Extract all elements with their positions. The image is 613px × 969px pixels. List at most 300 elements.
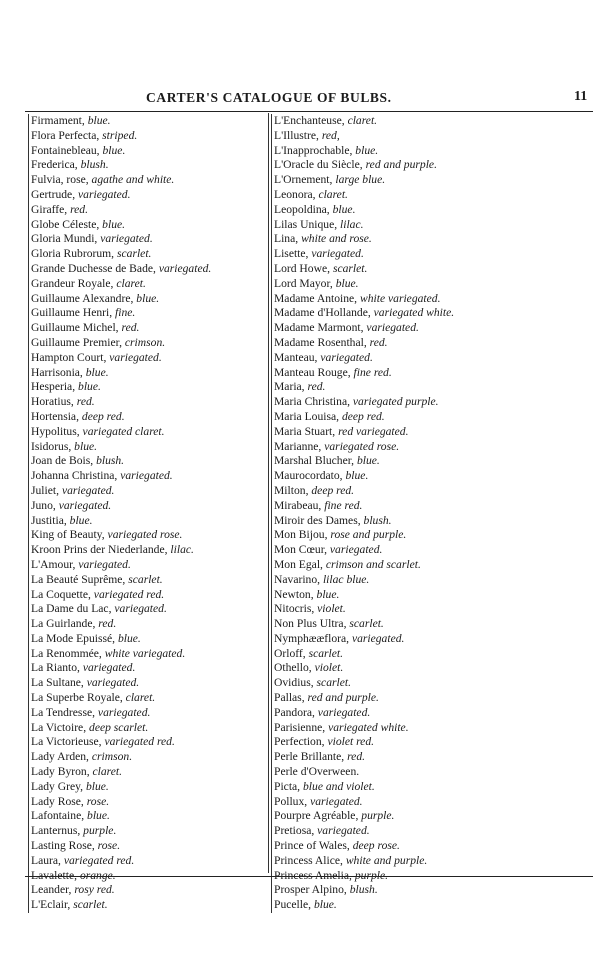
catalogue-entry [274,809,599,824]
catalogue-entry [274,558,599,573]
catalogue-entry [31,321,269,336]
variety-name: Gloria Mundi, [31,232,98,246]
column-divider [268,113,269,873]
variety-description: fine. [115,306,136,320]
catalogue-entry [274,898,599,913]
catalogue-entry [274,203,599,218]
variety-description: blush. [363,513,392,527]
catalogue-entry [274,425,599,440]
catalogue-entry [31,809,269,824]
variety-name: Parisienne, [274,720,326,734]
catalogue-entry [31,721,269,736]
catalogue-entry [274,336,599,351]
catalogue-entry [274,735,599,750]
catalogue-entry [31,558,269,573]
catalogue-entry [31,706,269,721]
variety-name: Guillaume Henri, [31,306,113,320]
variety-name: La Guirlande, [31,617,96,631]
catalogue-entry [274,173,599,188]
variety-name: Madame Marmont, [274,321,364,335]
variety-description: scarlet. [316,676,351,690]
variety-name: Hesperia, [31,380,76,394]
catalogue-entry [274,514,599,529]
variety-name: Nitocris, [274,602,315,616]
variety-description: purple. [83,824,117,838]
variety-description: blue. [74,439,98,453]
catalogue-entry [274,765,599,780]
variety-name: Ovidius, [274,676,314,690]
catalogue-entry [31,647,269,662]
catalogue-entry [31,306,269,321]
right-column-list [271,114,599,913]
variety-description: white and rose. [301,232,372,246]
variety-description: deep red. [311,483,355,497]
variety-name: Globe Céleste, [31,217,100,231]
variety-description: blush. [96,454,125,468]
variety-description: blue. [313,898,337,912]
variety-description: crimson. [91,750,133,764]
variety-name: Justitia, [31,513,67,527]
variety-description: claret. [318,187,348,201]
variety-name: Pollux, [274,794,308,808]
catalogue-entry [31,114,269,129]
variety-name: King of Beauty, [31,528,105,542]
variety-description: lilac. [340,217,364,231]
variety-description: variegated. [109,350,162,364]
header-rule [25,111,593,112]
variety-description: variegated. [114,602,167,616]
variety-name: Marianne, [274,439,322,453]
variety-name: L'Eclair, [31,898,71,912]
variety-name: Nymphææflora, [274,631,350,645]
variety-name: Prosper Alpino, [274,883,347,897]
variety-name: Lina, [274,232,299,246]
variety-name: Maria, [274,380,305,394]
page-number: 11 [574,89,588,104]
variety-name: Fulvia, rose, [31,173,89,187]
catalogue-entry [31,484,269,499]
variety-description: white variegated. [104,646,186,660]
variety-description: variegated. [320,350,373,364]
catalogue-entry [274,632,599,647]
variety-name: Orloff, [274,646,306,660]
variety-name: Guillaume Premier, [31,335,122,349]
variety-name: La Victoire, [31,720,87,734]
variety-description: deep scarlet. [89,720,149,734]
catalogue-entry [31,218,269,233]
variety-name: Lady Arden, [31,750,89,764]
variety-name: La Superbe Royale, [31,691,123,705]
variety-name: Lasting Rose, [31,839,95,853]
variety-description: deep rose. [352,839,400,853]
catalogue-entry [31,395,269,410]
variety-name: Juno, [31,498,56,512]
variety-description: rose. [97,839,121,853]
variety-name: Fontainebleau, [31,143,100,157]
variety-description: blue. [345,469,369,483]
variety-name: Pourpre Agréable, [274,809,359,823]
variety-name: Lisette, [274,247,309,261]
catalogue-entry [274,883,599,898]
variety-description: violet. [317,602,346,616]
catalogue-entry [31,262,269,277]
catalogue-entry [31,173,269,188]
variety-name: Kroon Prins der Niederlande, [31,543,168,557]
variety-description: red, [321,128,340,142]
variety-description: purple. [361,809,395,823]
variety-name: Manteau, [274,350,318,364]
variety-name: L'Inapprochable, [274,143,353,157]
variety-description: variegated white. [328,720,409,734]
variety-description: variegated. [58,498,112,512]
variety-description: claret. [347,114,378,127]
variety-description: variegated. [61,483,115,497]
catalogue-entry [274,218,599,233]
catalogue-entry [31,410,269,425]
catalogue-entry [274,617,599,632]
variety-name: Lady Grey, [31,779,84,793]
catalogue-entry [274,780,599,795]
variety-name: Othello, [274,661,312,675]
variety-description: blue. [355,143,379,157]
variety-name: Hypolitus, [31,424,80,438]
variety-description: variegated red. [63,853,135,867]
catalogue-entry [31,824,269,839]
variety-description: fine red. [353,365,392,379]
variety-description: claret. [116,276,146,290]
variety-description: lilac blue. [322,572,370,586]
variety-name: La Renommée, [31,646,102,660]
catalogue-entry [31,514,269,529]
catalogue-entry [31,144,269,159]
variety-name: Non Plus Ultra, [274,617,347,631]
variety-description: variegated. [82,661,136,675]
variety-description: variegated. [78,557,131,571]
catalogue-entry [274,839,599,854]
catalogue-entry [274,351,599,366]
variety-name: Leander, [31,883,72,897]
variety-description: scarlet. [116,247,152,261]
variety-description: variegated rose. [107,528,183,542]
variety-name: Lady Byron, [31,765,90,779]
catalogue-entry [274,824,599,839]
catalogue-entry [31,750,269,765]
variety-name: Madame d'Hollande, [274,306,371,320]
catalogue-entry [31,588,269,603]
variety-description: variegated red. [104,735,175,749]
variety-description: blue and violet. [303,779,375,793]
catalogue-entry [31,129,269,144]
catalogue-entry [31,454,269,469]
variety-description: red. [307,380,326,394]
variety-name: Perfection, [274,735,325,749]
catalogue-entry [31,425,269,440]
variety-description: variegated. [120,469,173,483]
variety-description: variegated. [351,631,405,645]
catalogue-entry [274,750,599,765]
variety-description: red. [76,395,95,409]
variety-name: Madame Antoine, [274,291,358,305]
variety-name: Horatius, [31,395,74,409]
variety-description: variegated. [366,321,419,335]
catalogue-entry [31,528,269,543]
variety-description: variegated. [78,187,131,201]
variety-name: Guillaume Michel, [31,321,119,335]
variety-name: Leonora, [274,187,316,201]
variety-description: blue. [316,587,340,601]
variety-description: red. [70,202,89,216]
variety-name: Grande Duchesse de Bade, [31,261,156,275]
catalogue-entry [31,277,269,292]
variety-name: Milton, [274,483,309,497]
catalogue-entry [31,366,269,381]
catalogue-entry [274,380,599,395]
catalogue-entry [31,380,269,395]
variety-description: blush. [349,883,378,897]
variety-name: Maria Christina, [274,395,350,409]
catalogue-entry [31,158,269,173]
catalogue-entry [31,188,269,203]
variety-description: red. [369,335,388,349]
catalogue-entry [274,144,599,159]
variety-description: blush. [80,158,109,172]
variety-description: variegated. [97,705,151,719]
catalogue-entry [274,543,599,558]
variety-description: purple. [354,868,389,882]
variety-description: variegated red. [93,587,165,601]
variety-name: Gloria Rubrorum, [31,247,115,261]
variety-name: Maria Louisa, [274,409,340,423]
variety-name: La Sultane, [31,676,84,690]
variety-description: variegated. [317,705,371,719]
catalogue-entry [274,484,599,499]
variety-name: Lanternus, [31,824,81,838]
variety-description: red. [98,617,117,631]
variety-description: scarlet. [349,617,384,631]
variety-description: blue. [136,291,160,305]
variety-description: blue. [117,631,141,645]
variety-description: deep red. [81,409,125,423]
catalogue-entry [31,795,269,810]
variety-description: blue. [356,454,380,468]
variety-description: variegated rose. [324,439,400,453]
catalogue-entry [274,410,599,425]
catalogue-entry [31,780,269,795]
catalogue-entry [274,440,599,455]
variety-description: blue. [69,513,93,527]
variety-description: variegated. [317,824,370,838]
catalogue-entry [31,232,269,247]
catalogue-entry [274,795,599,810]
variety-description: crimson and scarlet. [325,557,421,571]
variety-name: Giraffe, [31,202,68,216]
variety-description: large blue. [335,173,386,187]
catalogue-entry [31,898,269,913]
catalogue-entry [274,721,599,736]
variety-name: Newton, [274,587,314,601]
variety-name: L'Enchanteuse, [274,114,345,127]
variety-description: variegated. [310,794,363,808]
variety-name: Marshal Blucher, [274,454,355,468]
catalogue-entry [31,632,269,647]
variety-name: Flora Perfecta, [31,128,100,142]
variety-name: Isidorus, [31,439,72,453]
catalogue-entry [274,232,599,247]
catalogue-entry [274,247,599,262]
variety-description: deep red. [341,409,385,423]
catalogue-entry [274,706,599,721]
catalogue-entry [274,306,599,321]
catalogue-entry [274,114,599,129]
variety-description: striped. [102,128,138,142]
catalogue-entry [274,602,599,617]
variety-description: red and purple. [365,158,437,172]
variety-description: rose. [86,794,110,808]
variety-name: Pucelle, [274,898,312,912]
variety-description: violet red. [327,735,375,749]
variety-description: blue. [102,143,126,157]
catalogue-entry [274,366,599,381]
variety-description: blue. [85,365,109,379]
catalogue-entry [31,854,269,869]
variety-description: fine red. [324,498,363,512]
catalogue-entry [274,499,599,514]
catalogue-entry [274,277,599,292]
variety-name: Picta, [274,779,301,793]
variety-description: variegated. [100,232,153,246]
variety-description: agathe and white. [91,173,175,187]
variety-description: rosy red. [74,883,115,897]
catalogue-entry [31,573,269,588]
variety-description: blue. [85,779,109,793]
variety-description: red. [347,750,366,764]
catalogue-entry [31,499,269,514]
catalogue-entry [31,247,269,262]
variety-name: Madame Rosenthal, [274,335,367,349]
variety-name: Gertrude, [31,187,76,201]
variety-name: Pandora, [274,705,315,719]
catalogue-entry [31,203,269,218]
variety-name: Perle Brillante, [274,750,345,764]
variety-name: Princess Alice, [274,853,343,867]
variety-description: orange. [79,868,116,882]
catalogue-entry [274,647,599,662]
variety-name: Mon Cœur, [274,543,327,557]
variety-description: variegated purple. [352,395,439,409]
catalogue-entry [31,469,269,484]
catalogue-entry [274,528,599,543]
variety-description: blue. [332,202,356,216]
variety-description: variegated. [158,261,212,275]
variety-name: La Beauté Suprême, [31,572,126,586]
variety-description: blue. [87,809,110,823]
variety-name: Prince of Wales, [274,839,350,853]
variety-name: Hampton Court, [31,350,107,364]
variety-name: Firmament, [31,114,85,127]
left-column-list [28,114,269,913]
catalogue-entry [274,395,599,410]
catalogue-entry [274,129,599,144]
variety-name: L'Illustre, [274,128,319,142]
variety-description: white variegated. [359,291,441,305]
variety-name: Pallas, [274,691,305,705]
variety-description: white and purple. [345,853,428,867]
catalogue-entry [31,617,269,632]
running-header-title: CARTER'S CATALOGUE OF BULBS. [146,90,392,105]
catalogue-entry [274,262,599,277]
variety-description: rose and purple. [330,528,407,542]
variety-name: Lavalette, [31,868,78,882]
variety-description: violet. [314,661,344,675]
variety-description: variegated. [329,543,383,557]
footer-rule [25,876,593,877]
variety-description: scarlet. [73,898,108,912]
variety-name: La Victorieuse, [31,735,102,749]
variety-description: variegated white. [373,306,455,320]
variety-description: variegated. [311,247,364,261]
variety-name: Harrisonia, [31,365,83,379]
catalogue-entry [274,158,599,173]
catalogue-entry [274,292,599,307]
catalogue-entry [31,543,269,558]
catalogue-entry [274,321,599,336]
variety-name: Maurocordato, [274,469,343,483]
variety-name: Hortensia, [31,409,79,423]
variety-description: red variegated. [338,424,409,438]
catalogue-entry [31,336,269,351]
variety-name: Mirabeau, [274,498,322,512]
catalogue-entry [31,351,269,366]
variety-name: Leopoldina, [274,202,330,216]
variety-name: Maria Stuart, [274,424,336,438]
catalogue-entry [31,676,269,691]
variety-name: Navarino, [274,572,321,586]
variety-name: La Coquette, [31,587,91,601]
catalogue-entry [31,661,269,676]
variety-name: Johanna Christina, [31,469,118,483]
variety-name: Laura, [31,853,61,867]
variety-name: Lafontaine, [31,809,85,823]
variety-name: L'Amour, [31,557,76,571]
catalogue-entry [31,765,269,780]
variety-name: Lord Howe, [274,261,331,275]
variety-description: crimson. [124,335,166,349]
catalogue-entry [274,588,599,603]
catalogue-entry [274,691,599,706]
catalogue-entry [31,691,269,706]
catalogue-entry [274,661,599,676]
variety-name: Lilas Unique, [274,217,338,231]
variety-name: Frederica, [31,158,78,172]
variety-name: Juliet, [31,483,60,497]
variety-description: scarlet. [332,261,368,275]
variety-name: Miroir des Dames, [274,513,361,527]
variety-description: scarlet. [308,646,344,660]
variety-name: Mon Egal, [274,557,323,571]
variety-name: Princess Amelia, [274,868,352,882]
catalogue-entry [31,839,269,854]
variety-description: blue. [87,114,111,127]
variety-name: Mon Bijou, [274,528,328,542]
catalogue-entry [31,735,269,750]
variety-description: red and purple. [307,691,379,705]
catalogue-entry [31,883,269,898]
variety-description: variegated claret. [82,424,165,438]
variety-name: Lord Mayor, [274,276,333,290]
catalogue-entry [274,188,599,203]
catalogue-entry [274,854,599,869]
variety-name: Grandeur Royale, [31,276,114,290]
